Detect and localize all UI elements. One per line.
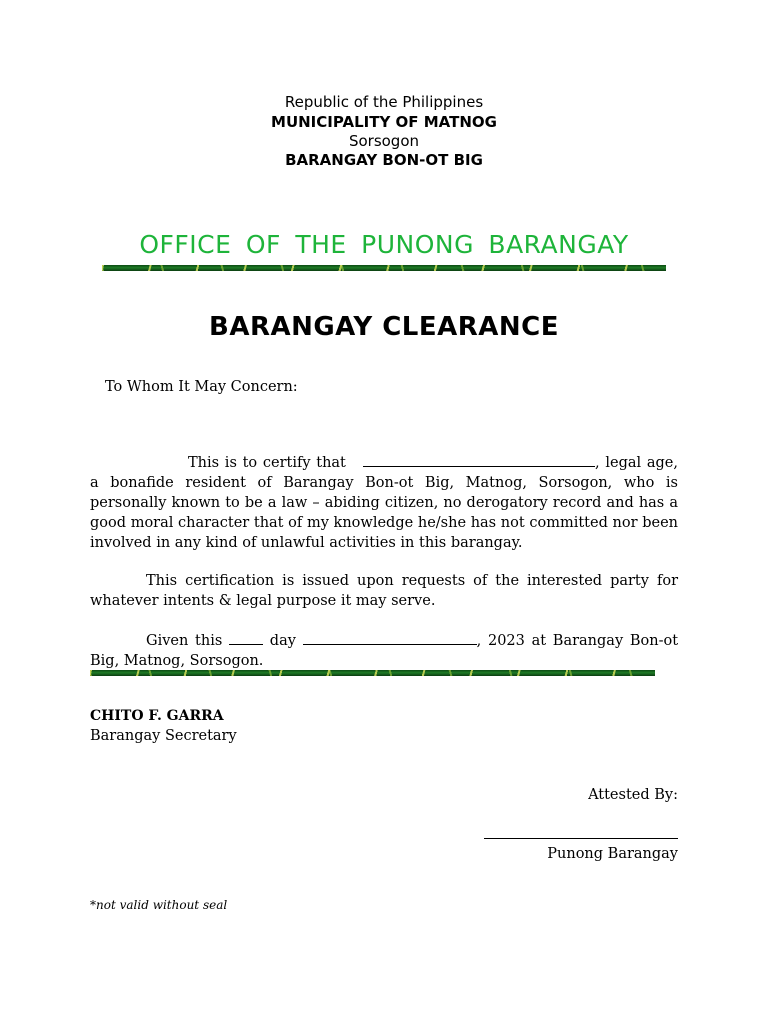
day-label: day (269, 633, 296, 649)
office-title: OFFICE OF THE PUNONG BARANGAY (139, 230, 629, 259)
header-province: Sorsogon (348, 132, 420, 150)
name-blank (363, 452, 595, 467)
document-title: BARANGAY CLEARANCE (209, 312, 559, 342)
day-blank (229, 630, 263, 645)
attested-by-label: Attested By: (588, 787, 678, 803)
month-blank (303, 630, 477, 645)
secretary-name: CHITO F. GARRA (90, 708, 224, 724)
certify-lead: This is to certify that (188, 455, 346, 471)
given-rest: , 2023 at Barangay Bon-ot Big, Matnog, Sorsogon. (90, 633, 679, 669)
header-country: Republic of the Philippines (284, 93, 484, 111)
purpose-text: This certification is issued upon requests of the interested party for whatever intents & legal purpose it may serve. (90, 573, 678, 609)
paragraph-certify (90, 452, 678, 553)
paragraph-purpose (90, 571, 678, 611)
certify-rest: , legal age, a bonafide resident of Barangay Bon-ot Big, Matnog, Sorsogon, who is personally known to be a law – abiding citizen, no derogatory record and has a good moral character that of my knowledge he/she has not committed nor been involved in any kind of unlawful activities in this barangay. (90, 455, 678, 551)
paragraph-given (90, 630, 678, 671)
header-municipality: MUNICIPALITY OF MATNOG (271, 113, 497, 131)
decorative-band-top (102, 265, 666, 271)
given-label: Given this (146, 633, 223, 649)
punong-barangay-title: Punong Barangay (547, 846, 678, 862)
header-barangay: BARANGAY BON-OT BIG (285, 151, 483, 169)
footnote: *not valid without seal (90, 898, 228, 912)
signature-line (484, 838, 678, 839)
decorative-band-bottom (90, 670, 655, 676)
salutation: To Whom It May Concern: (105, 379, 298, 395)
secretary-title: Barangay Secretary (90, 728, 237, 744)
